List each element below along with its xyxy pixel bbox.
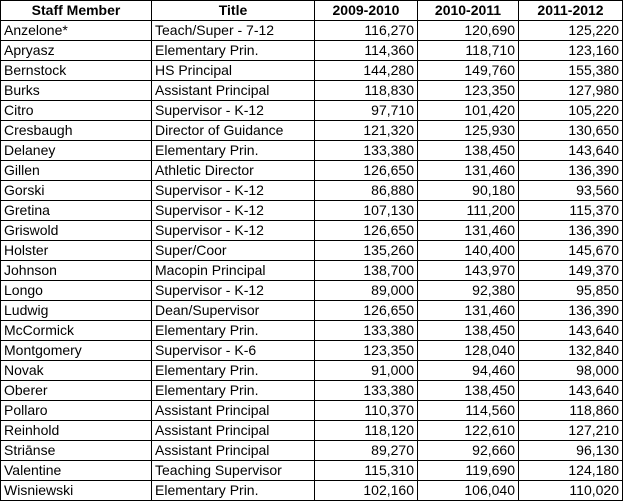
salary-2009-2010-cell: 115,310 [315,461,418,481]
salary-2010-2011-cell: 119,690 [418,461,519,481]
table-row [1,461,623,481]
table-row [1,261,623,281]
table-row [1,441,623,461]
salary-2009-2010-cell: 123,350 [315,341,418,361]
title-cell: Supervisor - K-12 [152,101,315,121]
title-cell: Elementary Prin. [152,361,315,381]
table-row [1,101,623,121]
title-cell: Supervisor - K-12 [152,201,315,221]
salary-2010-2011-cell: 101,420 [418,101,519,121]
salary-2010-2011-cell: 140,400 [418,241,519,261]
salary-2010-2011-cell: 92,660 [418,441,519,461]
table-row [1,201,623,221]
table-row [1,481,623,501]
title-cell: Assistant Principal [152,81,315,101]
salary-2009-2010-cell: 118,830 [315,81,418,101]
staff-member-cell: Griswold [1,221,152,241]
staff-member-cell: Apryasz [1,41,152,61]
salary-2009-2010-cell: 89,270 [315,441,418,461]
salary-2011-2012-cell: 143,640 [519,381,623,401]
staff-member-cell: Cresbaugh [1,121,152,141]
salary-2009-2010-cell: 114,360 [315,41,418,61]
salary-2009-2010-cell: 107,130 [315,201,418,221]
salary-2010-2011-cell: 149,760 [418,61,519,81]
title-cell: Teach/Super - 7-12 [152,21,315,41]
salary-2011-2012-cell: 125,220 [519,21,623,41]
salary-2009-2010-cell: 86,880 [315,181,418,201]
table-row [1,141,623,161]
table-row [1,121,623,141]
staff-member-cell: Delaney [1,141,152,161]
table-row [1,21,623,41]
salary-2009-2010-cell: 126,650 [315,301,418,321]
salary-2010-2011-cell: 94,460 [418,361,519,381]
staff-member-cell: Gorski [1,181,152,201]
salary-2011-2012-cell: 95,850 [519,281,623,301]
salary-2009-2010-cell: 138,700 [315,261,418,281]
title-cell: Dean/Supervisor [152,301,315,321]
salary-2009-2010-cell: 110,370 [315,401,418,421]
staff-member-cell: Holster [1,241,152,261]
salary-2011-2012-cell: 127,210 [519,421,623,441]
salary-2010-2011-cell: 90,180 [418,181,519,201]
title-cell: Elementary Prin. [152,481,315,501]
salary-2009-2010-cell: 144,280 [315,61,418,81]
title-cell: Super/Coor [152,241,315,261]
salary-2011-2012-cell: 115,370 [519,201,623,221]
salary-2010-2011-cell: 114,560 [418,401,519,421]
salary-2011-2012-cell: 105,220 [519,101,623,121]
table-row [1,281,623,301]
salary-2009-2010-cell: 133,380 [315,321,418,341]
salary-2010-2011-cell: 106,040 [418,481,519,501]
salary-2011-2012-cell: 110,020 [519,481,623,501]
header-row [1,1,623,21]
salary-2011-2012-cell: 123,160 [519,41,623,61]
table-row [1,41,623,61]
salary-2010-2011-cell: 131,460 [418,161,519,181]
salary-2011-2012-cell: 155,380 [519,61,623,81]
table-row [1,61,623,81]
staff-member-cell: Longo [1,281,152,301]
salary-2011-2012-cell: 130,650 [519,121,623,141]
table-row [1,401,623,421]
salary-2011-2012-cell: 98,000 [519,361,623,381]
table-row [1,421,623,441]
salary-2010-2011-cell: 92,380 [418,281,519,301]
staff-member-cell: Montgomery [1,341,152,361]
title-cell: Elementary Prin. [152,321,315,341]
title-cell: Assistant Principal [152,421,315,441]
title-cell: Teaching Supervisor [152,461,315,481]
salary-2010-2011-cell: 138,450 [418,381,519,401]
title-cell: Supervisor - K-12 [152,281,315,301]
salary-2010-2011-cell: 120,690 [418,21,519,41]
salary-2010-2011-cell: 138,450 [418,321,519,341]
staff-member-cell: Burks [1,81,152,101]
table-row [1,361,623,381]
salary-2009-2010-cell: 121,320 [315,121,418,141]
salary-2009-2010-cell: 135,260 [315,241,418,261]
salary-2009-2010-cell: 126,650 [315,221,418,241]
salary-2009-2010-cell: 133,380 [315,141,418,161]
title-cell: Elementary Prin. [152,41,315,61]
table-row [1,301,623,321]
staff-member-cell: Gretina [1,201,152,221]
table-row [1,161,623,181]
staff-member-cell: Novak [1,361,152,381]
staff-member-cell: Striānse [1,441,152,461]
salary-2010-2011-cell: 131,460 [418,301,519,321]
salary-2009-2010-cell: 118,120 [315,421,418,441]
staff-member-cell: Johnson [1,261,152,281]
salary-2011-2012-cell: 118,860 [519,401,623,421]
salary-2011-2012-cell: 136,390 [519,221,623,241]
staff-member-cell: Anzelone* [1,21,152,41]
title-cell: Macopin Principal [152,261,315,281]
salary-2011-2012-cell: 136,390 [519,161,623,181]
title-cell: Director of Guidance [152,121,315,141]
salary-2010-2011-cell: 123,350 [418,81,519,101]
staff-member-cell: Wisniewski [1,481,152,501]
salary-2009-2010-cell: 116,270 [315,21,418,41]
table-body [1,21,623,501]
staff-member-cell: McCormick [1,321,152,341]
title-cell: Athletic Director [152,161,315,181]
salary-2010-2011-cell: 138,450 [418,141,519,161]
title-cell: Assistant Principal [152,401,315,421]
table-row [1,181,623,201]
salary-2010-2011-cell: 128,040 [418,341,519,361]
header-year-2011-2012: 2011-2012 [519,1,623,21]
salary-2009-2010-cell: 91,000 [315,361,418,381]
salary-2011-2012-cell: 145,670 [519,241,623,261]
salary-2009-2010-cell: 97,710 [315,101,418,121]
salary-2011-2012-cell: 143,640 [519,321,623,341]
salary-2011-2012-cell: 132,840 [519,341,623,361]
salary-2009-2010-cell: 126,650 [315,161,418,181]
salary-2011-2012-cell: 127,980 [519,81,623,101]
salary-2010-2011-cell: 125,930 [418,121,519,141]
staff-member-cell: Bernstock [1,61,152,81]
staff-member-cell: Ludwig [1,301,152,321]
table-row [1,241,623,261]
header-year-2010-2011: 2010-2011 [418,1,519,21]
title-cell: Assistant Principal [152,441,315,461]
staff-member-cell: Gillen [1,161,152,181]
salary-2009-2010-cell: 102,160 [315,481,418,501]
header-year-2009-2010: 2009-2010 [315,1,418,21]
salary-2010-2011-cell: 111,200 [418,201,519,221]
salary-2010-2011-cell: 143,970 [418,261,519,281]
salary-2009-2010-cell: 133,380 [315,381,418,401]
table-row [1,321,623,341]
salary-2010-2011-cell: 131,460 [418,221,519,241]
salary-2011-2012-cell: 136,390 [519,301,623,321]
salary-2011-2012-cell: 149,370 [519,261,623,281]
staff-member-cell: Pollaro [1,401,152,421]
header-title: Title [152,1,315,21]
table-row [1,341,623,361]
staff-member-cell: Reinhold [1,421,152,441]
table-row [1,381,623,401]
title-cell: Elementary Prin. [152,381,315,401]
salary-2010-2011-cell: 122,610 [418,421,519,441]
salary-2011-2012-cell: 93,560 [519,181,623,201]
table-row [1,221,623,241]
staff-member-cell: Oberer [1,381,152,401]
salary-2009-2010-cell: 89,000 [315,281,418,301]
title-cell: Supervisor - K-6 [152,341,315,361]
title-cell: Supervisor - K-12 [152,221,315,241]
staff-member-cell: Citro [1,101,152,121]
salary-2010-2011-cell: 118,710 [418,41,519,61]
title-cell: Elementary Prin. [152,141,315,161]
salary-2011-2012-cell: 96,130 [519,441,623,461]
title-cell: HS Principal [152,61,315,81]
salary-2011-2012-cell: 143,640 [519,141,623,161]
salary-2011-2012-cell: 124,180 [519,461,623,481]
title-cell: Supervisor - K-12 [152,181,315,201]
header-staff-member: Staff Member [1,1,152,21]
staff-member-cell: Valentine [1,461,152,481]
table-row [1,81,623,101]
